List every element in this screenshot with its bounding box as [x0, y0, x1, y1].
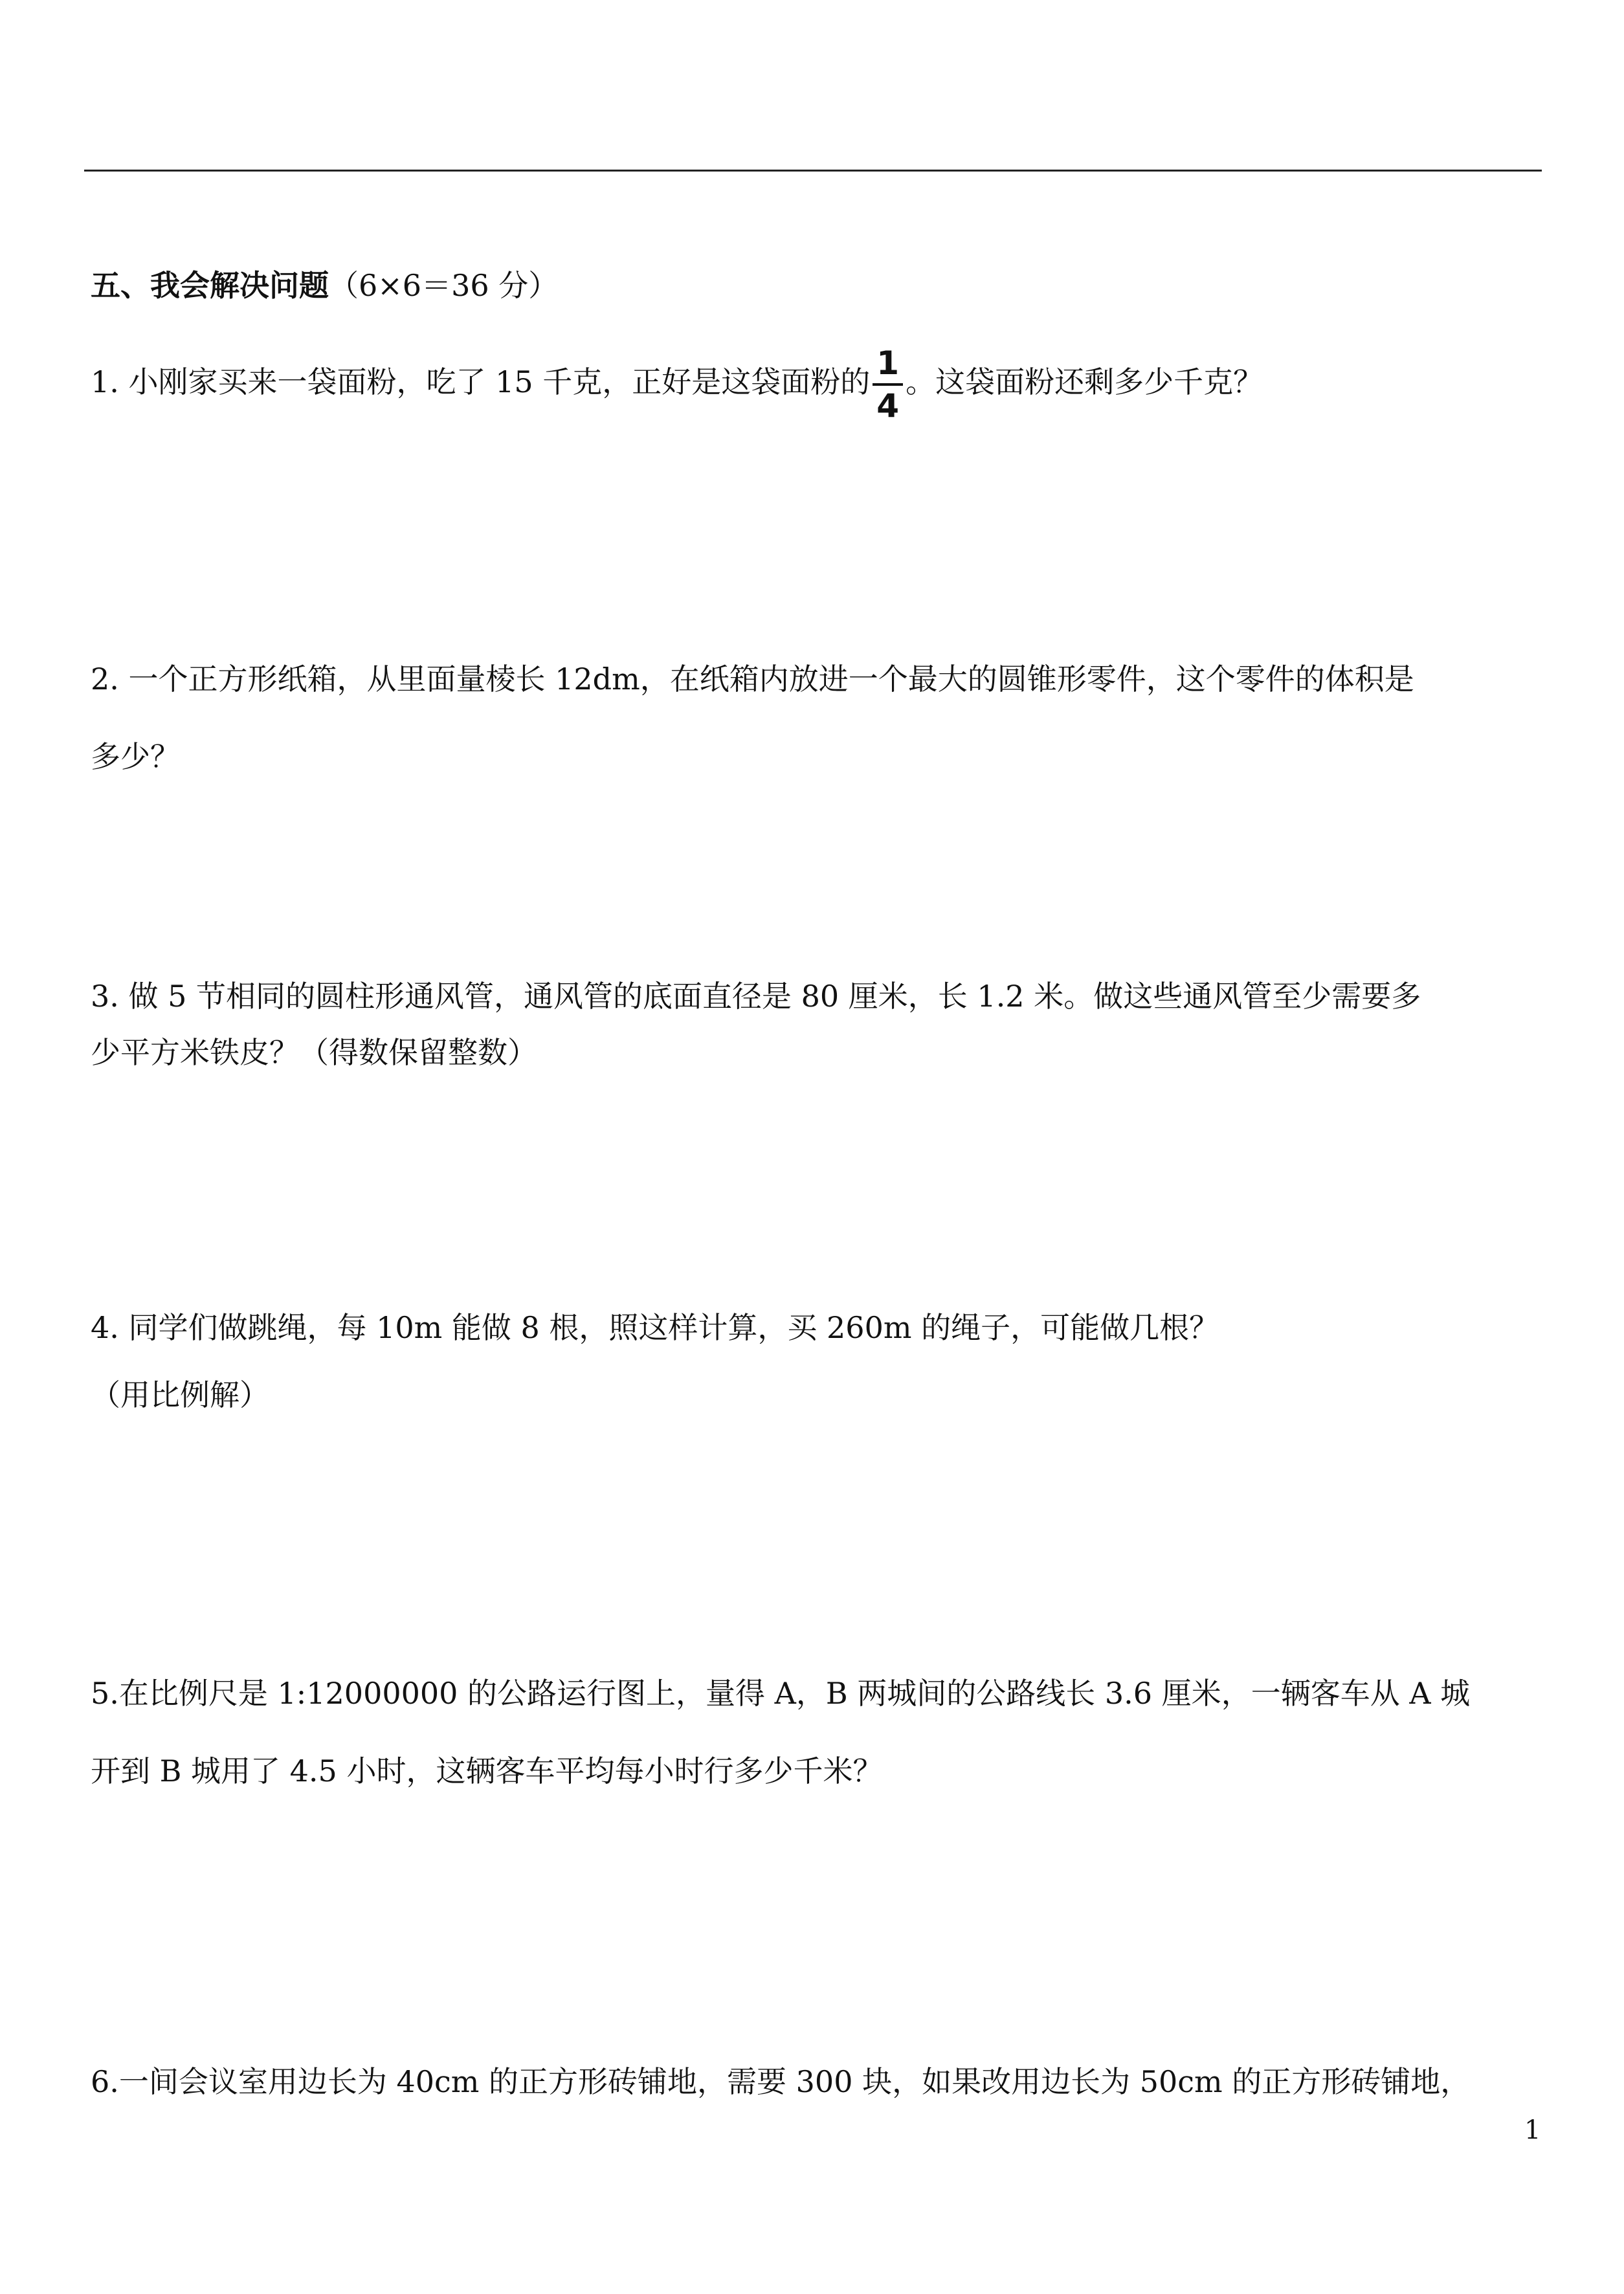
question-1-text: 1. 小刚家买来一袋面粉，吃了 15 千克，正好是这袋面粉的 — [91, 364, 871, 399]
question-2-line-1: 2. 一个正方形纸箱，从里面量棱长 12dm，在纸箱内放进一个最大的圆锥形零件，这个零件的体积是 — [91, 662, 1414, 696]
question-3-line-1: 3. 做 5 节相同的圆柱形通风管，通风管的底面直径是 80 厘米，长 1.2 米。做这些通风管至少需要多 — [91, 979, 1421, 1014]
question-1 — [91, 344, 1263, 425]
question-2-line-2: 多少？ — [91, 739, 180, 774]
fraction-one-quarter — [873, 344, 903, 425]
fraction-denominator: 4 — [876, 387, 900, 425]
question-5-line-1: 5.在比例尺是 1:12000000 的公路运行图上，量得 A，B 两城间的公路线长 3.6 厘米，一辆客车从 A 城 — [91, 1676, 1471, 1711]
page-number: 1 — [1524, 2115, 1541, 2145]
section-score: （6×6＝36 分） — [329, 268, 559, 303]
question-6-line-1: 6.一间会议室用边长为 40cm 的正方形砖铺地，需要 300 块，如果改用边长为 50cm 的正方形砖铺地， — [91, 2064, 1471, 2099]
fraction-numerator: 1 — [873, 347, 903, 386]
question-3-line-2: 少平方米铁皮？（得数保留整数） — [91, 1035, 537, 1070]
question-4-line-1: 4. 同学们做跳绳，每 10m 能做 8 根，照这样计算，买 260m 的绳子，可能做几根？ — [91, 1310, 1219, 1345]
question-1-text-end: 。这袋面粉还剩多少千克？ — [906, 364, 1263, 399]
question-4-line-2: （用比例解） — [91, 1377, 269, 1412]
section-title — [91, 262, 558, 305]
question-5-line-2: 开到 B 城用了 4.5 小时，这辆客车平均每小时行多少千米？ — [91, 1754, 883, 1788]
header-rule — [84, 170, 1542, 172]
section-title-text: 五、我会解决问题 — [91, 268, 329, 303]
